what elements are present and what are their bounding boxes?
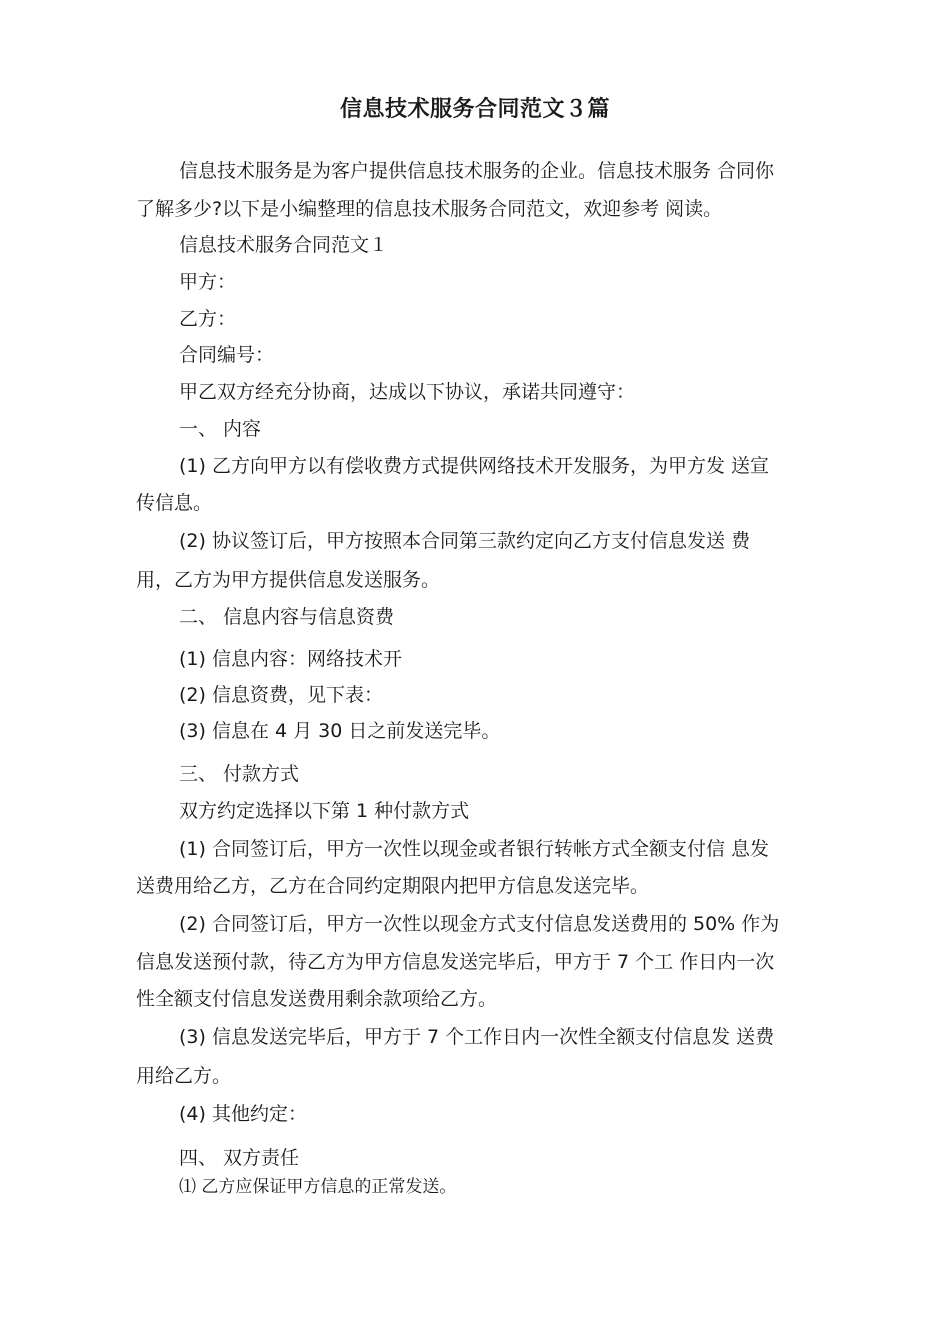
paragraph-line: 甲乙双方经充分协商，达成以下协议，承诺共同遵守：	[179, 381, 636, 403]
paragraph-line: 传信息。	[136, 492, 213, 514]
clause-heading: 四、 双方责任	[179, 1147, 300, 1169]
clause-heading: 一、 内容	[179, 418, 262, 440]
paragraph-line: 信息发送预付款，待乙方为甲方信息发送完毕后，甲方于 7 个工 作日内一次	[136, 951, 775, 973]
paragraph-line: 了解多少?以下是小编整理的信息技术服务合同范文，欢迎参考 阅读。	[136, 198, 723, 220]
party-b-label: 乙方：	[179, 308, 237, 330]
paragraph-line: 双方约定选择以下第 1 种付款方式	[179, 800, 470, 822]
paragraph-line: (1) 信息内容：网络技术开	[179, 648, 402, 670]
contract-number-label: 合同编号：	[179, 344, 275, 366]
party-a-label: 甲方：	[179, 271, 237, 293]
clause-heading: 二、 信息内容与信息资费	[179, 606, 395, 628]
clause-heading: 三、 付款方式	[179, 763, 300, 785]
section-heading: 信息技术服务合同范文１	[179, 234, 389, 256]
paragraph-line: 用给乙方。	[136, 1065, 232, 1087]
paragraph-line: (1) 合同签订后，甲方一次性以现金或者银行转帐方式全额支付信 息发	[179, 838, 769, 860]
paragraph-line: (1) 乙方向甲方以有偿收费方式提供网络技术开发服务，为甲方发 送宣	[179, 455, 769, 477]
paragraph-line: (2) 合同签订后，甲方一次性以现金方式支付信息发送费用的 50% 作为	[179, 913, 780, 935]
paragraph-line: (2) 协议签订后，甲方按照本合同第三款约定向乙方支付信息发送 费	[179, 530, 750, 552]
paragraph-line: 信息技术服务是为客户提供信息技术服务的企业。信息技术服务 合同你	[179, 160, 775, 182]
document-title: 信息技术服务合同范文３篇	[339, 97, 610, 122]
paragraph-line: ⑴ 乙方应保证甲方信息的正常发送。	[179, 1177, 457, 1197]
paragraph-line: 用，乙方为甲方提供信息发送服务。	[136, 569, 441, 591]
paragraph-line: 性全额支付信息发送费用剩余款项给乙方。	[136, 988, 498, 1010]
paragraph-line: (2) 信息资费，见下表：	[179, 684, 383, 706]
paragraph-line: (3) 信息发送完毕后，甲方于 7 个工作日内一次性全额支付信息发 送费	[179, 1026, 775, 1048]
paragraph-line: 送费用给乙方，乙方在合同约定期限内把甲方信息发送完毕。	[136, 875, 650, 897]
paragraph-line: (3) 信息在 4 月 30 日之前发送完毕。	[179, 720, 501, 742]
paragraph-line: (4) 其他约定：	[179, 1103, 307, 1125]
